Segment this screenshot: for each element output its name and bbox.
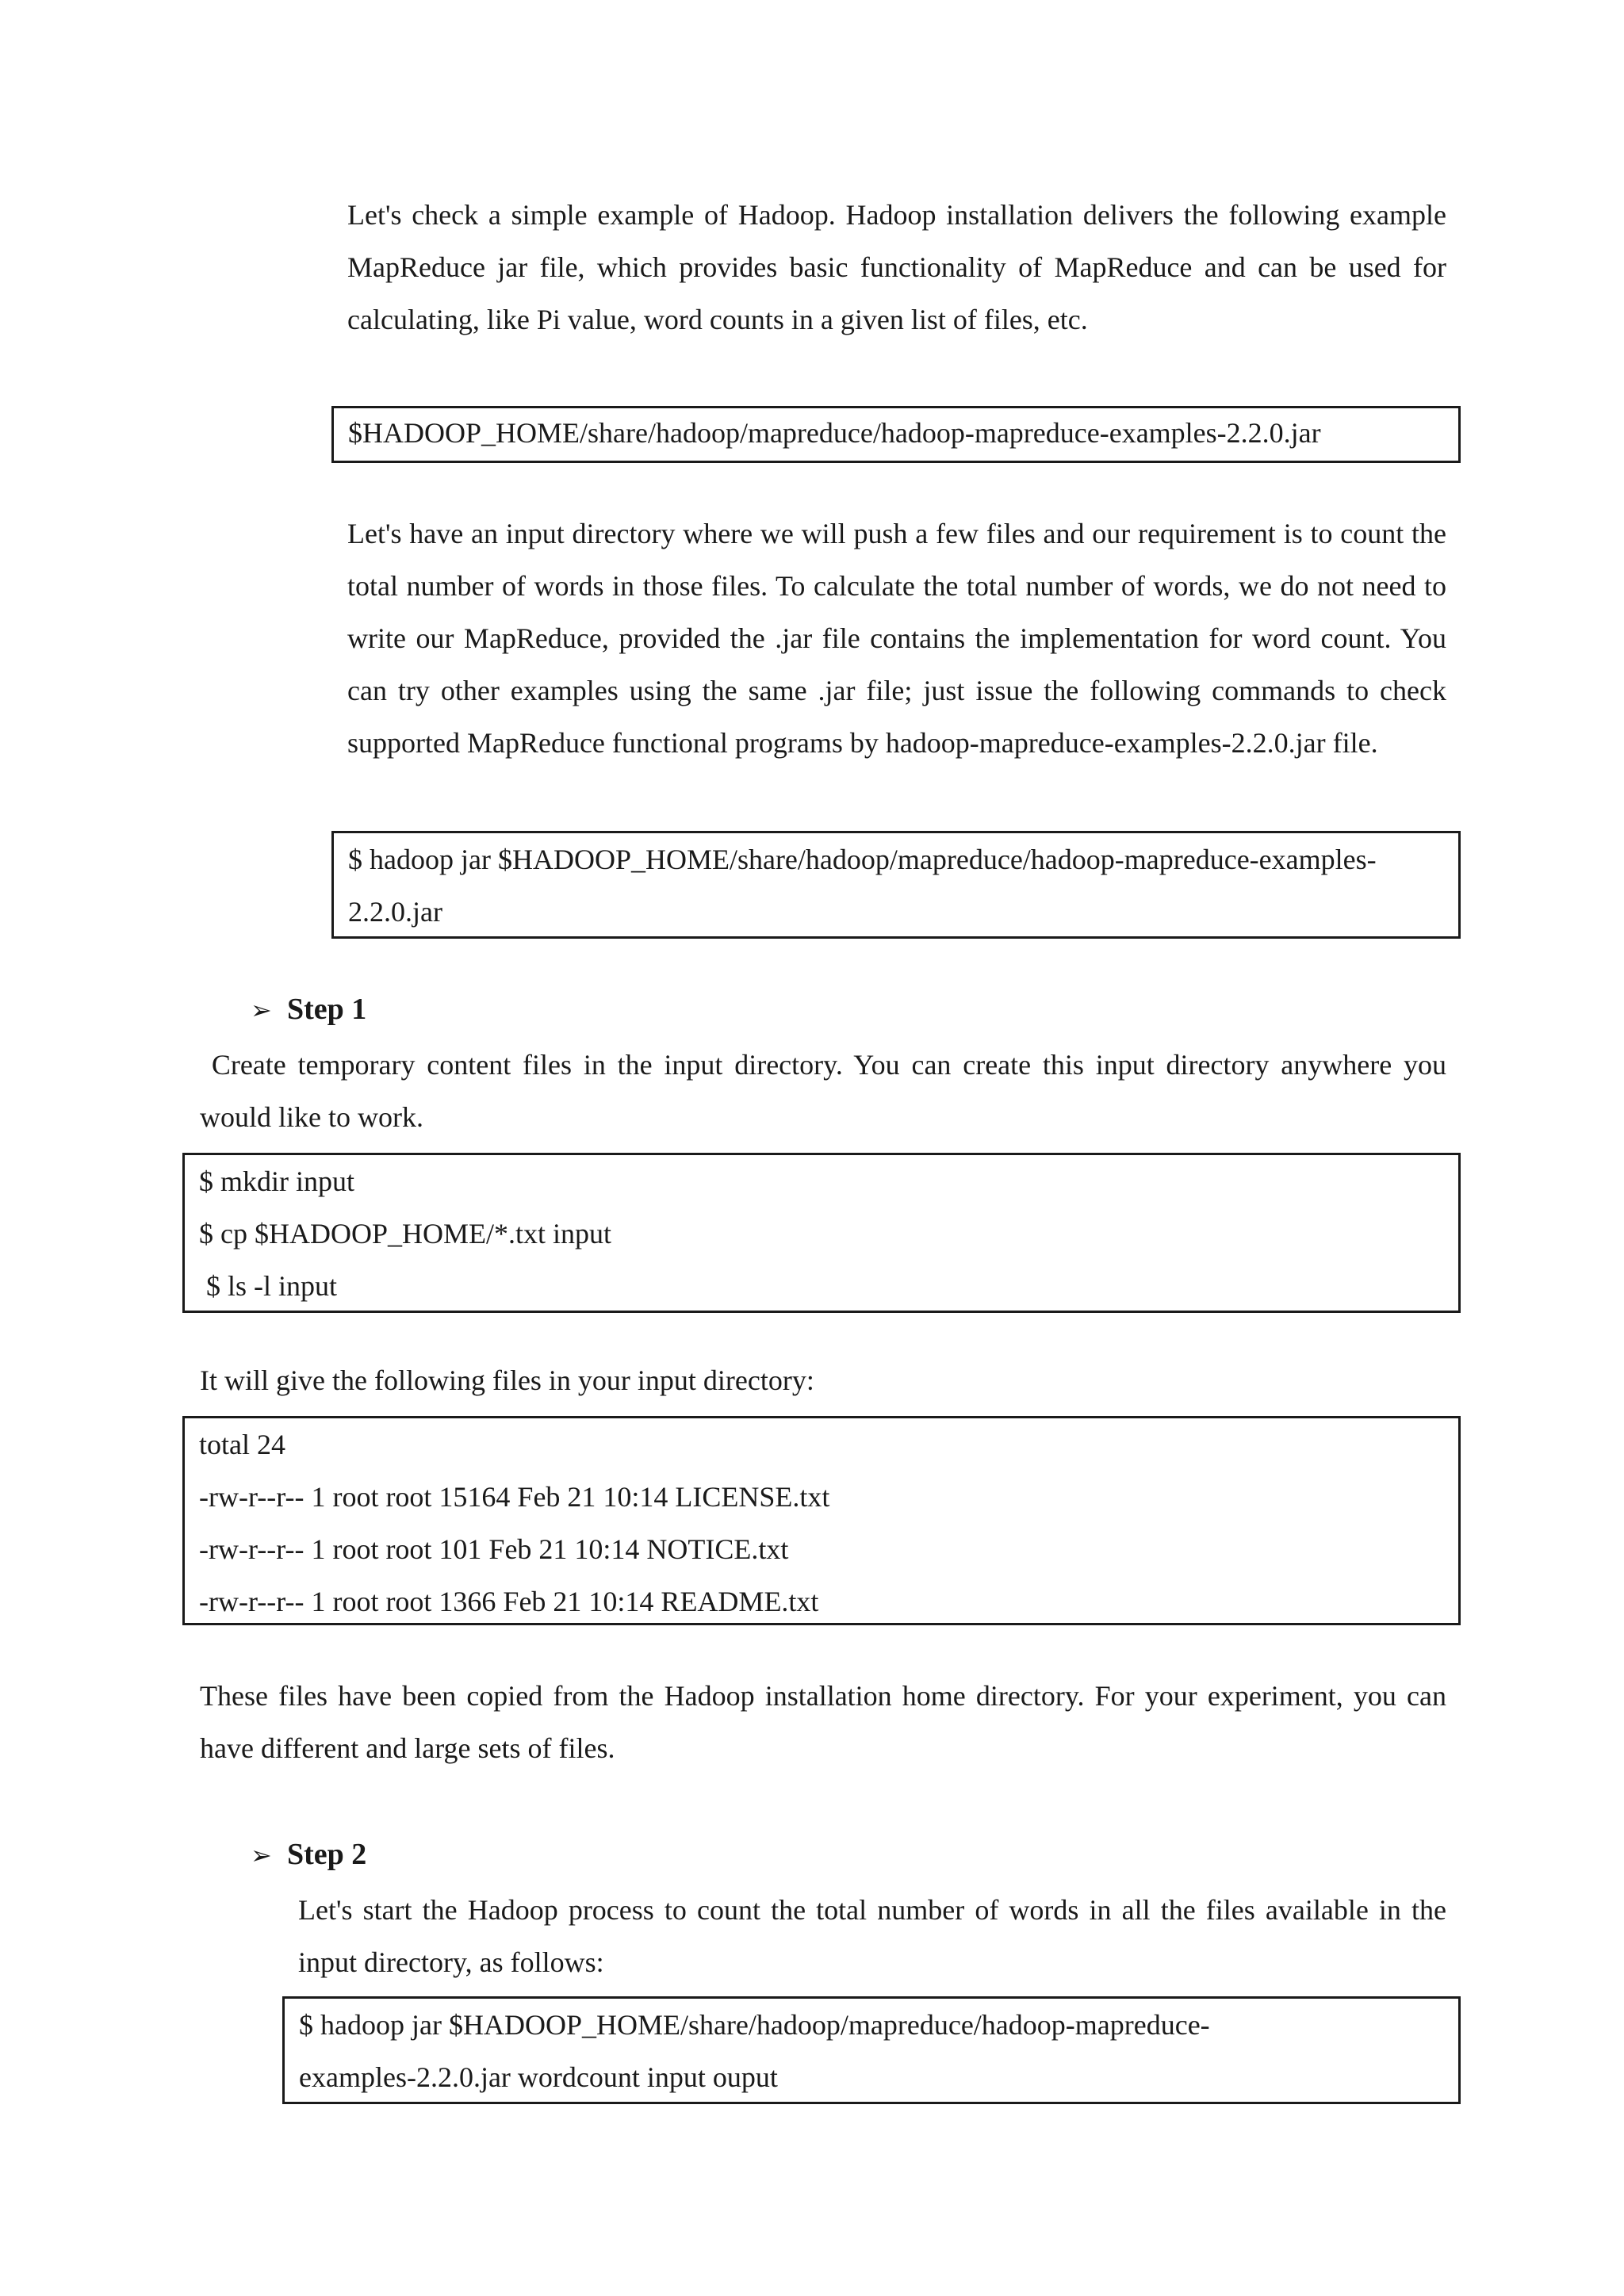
code-line: 2.2.0.jar: [348, 896, 442, 928]
code-line: $ ls -l input: [199, 1270, 338, 1302]
code-line: examples-2.2.0.jar wordcount input ouput: [299, 2061, 778, 2093]
file-listing-box: [182, 1416, 1461, 1625]
listing-line: -rw-r--r-- 1 root root 15164 Feb 21 10:14 LICENSE.txt: [199, 1481, 830, 1513]
listing-line: -rw-r--r-- 1 root root 1366 Feb 21 10:14 README.txt: [199, 1586, 819, 1617]
listing-line: -rw-r--r-- 1 root root 101 Feb 21 10:14 NOTICE.txt: [199, 1533, 789, 1565]
arrow-bullet-icon: ➢: [251, 1840, 272, 1870]
step-1-paragraph: Create temporary content files in the input directory. You can create this input directory anywhere you would like to work.: [200, 1049, 1454, 1133]
step-1-label: Step 1: [287, 993, 367, 1026]
code-line: $ hadoop jar $HADOOP_HOME/share/hadoop/mapreduce/hadoop-mapreduce-: [299, 2009, 1210, 2041]
code-line: $ hadoop jar $HADOOP_HOME/share/hadoop/mapreduce/hadoop-mapreduce-examples-: [348, 844, 1377, 875]
step-2-paragraph: Let's start the Hadoop process to count the total number of words in all the files available in the input directory, as follows:: [298, 1894, 1446, 1978]
copied-paragraph: These files have been copied from the Hadoop installation home directory. For your experiment, you can have different and large sets of files.: [200, 1680, 1446, 1764]
code-line: $ cp $HADOOP_HOME/*.txt input: [199, 1218, 611, 1249]
step-2-label: Step 2: [287, 1838, 367, 1871]
step-2-heading: [251, 1828, 366, 1881]
code-line: $HADOOP_HOME/share/hadoop/mapreduce/hadoop-mapreduce-examples-2.2.0.jar: [348, 417, 1321, 449]
step-1-heading: [251, 983, 366, 1036]
jar-path-box: [331, 406, 1461, 463]
check-command-box: [331, 831, 1461, 939]
arrow-bullet-icon: ➢: [251, 995, 272, 1025]
listing-line: total 24: [199, 1429, 285, 1460]
input-dir-paragraph: Let's have an input directory where we will push a few files and our requirement is to count the total number of words in those files. To calculate the total number of words, we do not need to write our MapReduce, provided the .jar file contains the implementation for word count. You can try other examples using the same .jar file; just issue the following commands to check supported MapReduce functional programs by hadoop-mapreduce-examples-2.2.0.jar file.: [347, 518, 1446, 759]
step-1-command-box: [182, 1153, 1461, 1313]
step-2-command-box: [282, 1996, 1461, 2104]
listing-intro: It will give the following files in your input directory:: [200, 1364, 814, 1396]
intro-paragraph: Let's check a simple example of Hadoop. Hadoop installation delivers the following example MapReduce jar file, which provides basic functionality of MapReduce and can be used for calculating, like Pi value, word counts in a given list of files, etc.: [347, 199, 1446, 335]
code-line: $ mkdir input: [199, 1165, 354, 1197]
